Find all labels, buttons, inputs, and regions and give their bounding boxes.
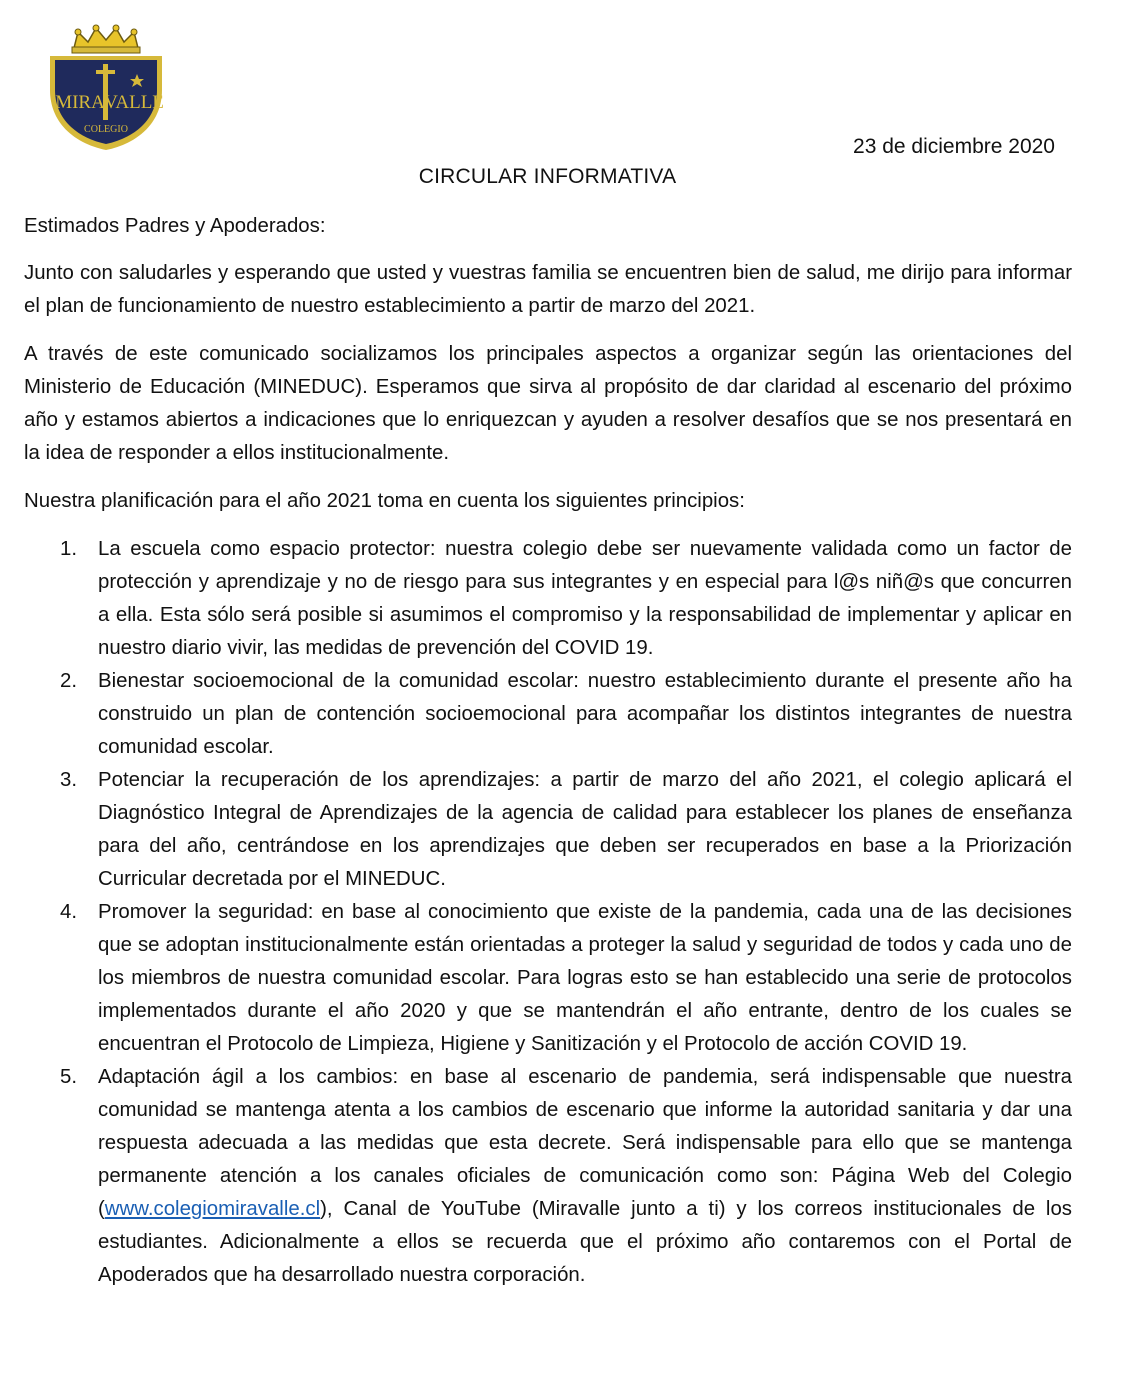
list-item xyxy=(24,896,1072,1061)
list-item-number: 1. xyxy=(60,538,78,560)
list-item-number: 5. xyxy=(60,1066,78,1088)
salutation: Estimados Padres y Apoderados: xyxy=(24,215,326,237)
document-date: 23 de diciembre 2020 xyxy=(853,135,1055,158)
document-body xyxy=(24,210,1072,1292)
logo-subtitle: COLEGIO xyxy=(84,124,128,135)
list-item-text: Potenciar la recuperación de los aprendizajes: a partir de marzo del año 2021, el colegio aplicará el Diagnóstico Integral de Aprendizajes de la agencia de calidad para establecer los planes de enseñanza para del año, centrándose en los aprendizajes que deben ser recuperados en base a la Priorización Curricular decretada por el MINEDUC. xyxy=(98,769,1072,890)
paragraph-intro: Junto con saludarles y esperando que usted y vuestras familia se encuentren bien de salud, me dirijo para informar el plan de funcionamiento de nuestro establecimiento a partir de marzo del 2021. xyxy=(24,262,1072,317)
school-crest-icon xyxy=(44,24,168,152)
list-item xyxy=(24,665,1072,764)
list-item-number: 4. xyxy=(60,901,78,923)
logo-text-left: MIRA xyxy=(55,92,105,113)
list-item-number: 2. xyxy=(60,670,78,692)
list-item-text: Promover la seguridad: en base al conocimiento que existe de la pandemia, cada una de las decisiones que se adoptan institucionalmente están orientadas a proteger la salud y seguridad de todos y cada uno de los miembros de nuestra comunidad escolar. Para logras esto se han establecido una serie de protocolos implementados durante el año 2020 y que se mantendrán el año entrante, dentro de los cuales se encuentran el Protocolo de Limpieza, Higiene y Sanitización y el Protocolo de acción COVID 19. xyxy=(98,901,1072,1055)
school-website-link[interactable]: www.colegiomiravalle.cl xyxy=(104,1198,321,1220)
document-title: CIRCULAR INFORMATIVA xyxy=(418,165,677,188)
list-item-text: La escuela como espacio protector: nuestra colegio debe ser nuevamente validada como un factor de protección y aprendizaje y no de riesgo para sus integrantes y en especial para l@s niñ@s que concurren a ella. Esta sólo será posible si asumimos el compromiso y la responsabilidad de implementar y aplicar en nuestro diario vivir, las medidas de prevención del COVID 19. xyxy=(98,538,1072,659)
paragraph-purpose: A través de este comunicado socializamos los principales aspectos a organizar según las orientaciones del Ministerio de Educación (MINEDUC). Esperamos que sirva al propósito de dar claridad al escenario del próximo año y estamos abiertos a indicaciones que lo enriquezcan y ayuden a resolver desafíos que se nos presentará en la idea de responder a ellos institucionalmente. xyxy=(24,343,1072,464)
logo-text-right: VALLE xyxy=(104,92,164,113)
list-item-number: 3. xyxy=(60,769,78,791)
crown-icon xyxy=(72,25,140,53)
list-item xyxy=(24,1061,1072,1292)
list-item xyxy=(24,533,1072,665)
list-item-text: Bienestar socioemocional de la comunidad escolar: nuestro establecimiento durante el presente año ha construido un plan de contención socioemocional para acompañar los distintos integrantes de nuestra comunidad escolar. xyxy=(98,670,1072,758)
school-logo xyxy=(44,24,168,152)
list-item-text-after: ), Canal de YouTube (Miravalle junto a ti) y los correos institucionales de los estudiantes. Adicionalmente a ellos se recuerda que el próximo año contaremos con el Portal de Apoderados que ha desarrollado nuestra corporación. xyxy=(98,1198,1072,1286)
paragraph-principles-intro: Nuestra planificación para el año 2021 toma en cuenta los siguientes principios: xyxy=(24,490,745,512)
principles-list xyxy=(24,533,1072,1292)
list-item-text-before: Adaptación ágil a los cambios: en base al escenario de pandemia, será indispensable que nuestra comunidad se mantenga atenta a los cambios de escenario que informe la autoridad sanitaria y dar una respuesta adecuada a las medidas que esta decrete. Será indispensable para ello que se mantenga permanente atención a los canales oficiales de comunicación como son: Página Web del Colegio ( xyxy=(98,1066,1072,1220)
list-item xyxy=(24,764,1072,896)
